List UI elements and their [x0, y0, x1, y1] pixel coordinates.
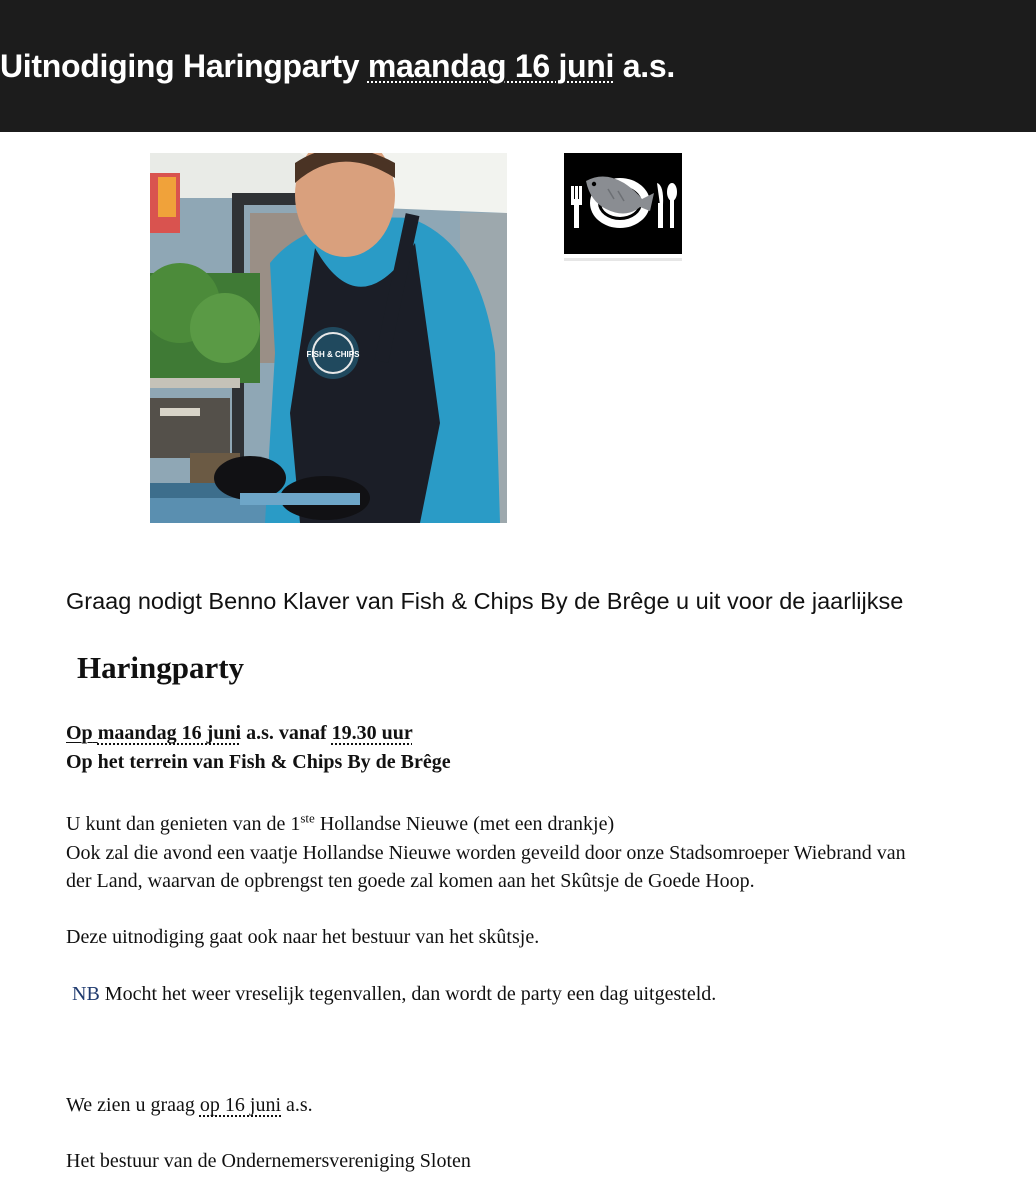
body-paragraph-2-line2: der Land, waarvan de opbrengst ten goede zal komen aan het Skûtsje de Goede Hoop. [66, 870, 755, 892]
body-paragraph-1 [66, 810, 615, 836]
nb-label: NB [72, 983, 100, 1005]
page-title [0, 48, 675, 85]
event-date-link[interactable]: maandag 16 juni [97, 722, 242, 744]
title-suffix: a.s. [622, 48, 675, 84]
icon-divider [564, 258, 682, 261]
nb-note [72, 983, 716, 1006]
closing-date-link[interactable]: op 16 juni [199, 1094, 282, 1116]
date-mid: a.s. vanaf [246, 722, 327, 744]
title-part1: Uitnodiging Haringparty [0, 48, 360, 84]
closing-suffix: a.s. [286, 1094, 313, 1116]
p1-sup: ste [300, 810, 315, 826]
event-date-line [66, 722, 413, 745]
closing-prefix: We zien u graag [66, 1094, 195, 1116]
event-time-link[interactable]: 19.30 uur [331, 722, 413, 744]
signature: Het bestuur van de Ondernemersvereniging Sloten [66, 1150, 471, 1172]
body-paragraph-2-line1: Ook zal die avond een vaatje Hollandse Nieuwe worden geveild door onze Stadsomroeper Wiebrand van [66, 842, 906, 864]
event-title: Haringparty [77, 650, 245, 685]
apron-logo-text: FISH & CHIPS [306, 350, 360, 359]
chef-photo [150, 153, 507, 523]
body-paragraph-3: Deze uitnodiging gaat ook naar het bestuur van het skûtsje. [66, 926, 540, 948]
intro-text: Graag nodigt Benno Klaver van Fish & Chips By de Brêge u uit voor de jaarlijkse [66, 588, 904, 614]
nb-text: Mocht het weer vreselijk tegenvallen, dan wordt de party een dag uitgesteld. [104, 983, 717, 1005]
p1-before: U kunt dan genieten van de 1 [66, 813, 301, 835]
p1-after: Hollandse Nieuwe (met een drankje) [319, 813, 615, 835]
date-prefix: Op [66, 722, 93, 744]
event-location-line: Op het terrein van Fish & Chips By de Brêge [66, 751, 451, 773]
closing-line [66, 1094, 313, 1117]
title-date-link[interactable]: maandag 16 juni [367, 48, 615, 84]
page-header [0, 0, 1036, 132]
fish-plate-icon [564, 153, 682, 254]
